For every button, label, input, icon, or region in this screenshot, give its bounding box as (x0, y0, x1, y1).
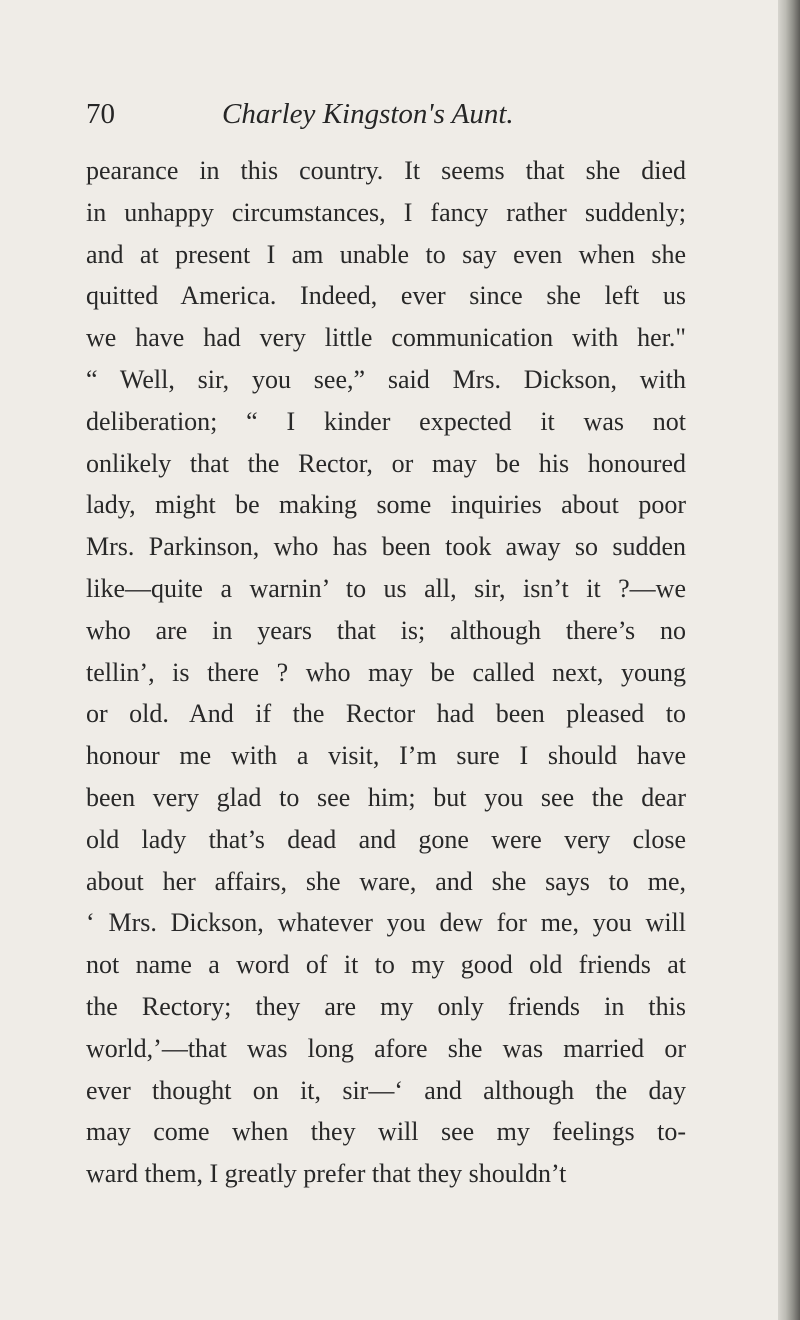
running-title: Charley Kingston's Aunt. (222, 98, 514, 130)
text-line: honour me with a visit, I’m sure I should have (86, 741, 686, 771)
text-line: onlikely that the Rector, or may be his honoured (86, 448, 686, 478)
page-number: 70 (86, 98, 115, 130)
text-line: lady, might be making some inquiries about poor (86, 490, 686, 520)
text-line: about her affairs, she ware, and she says to me, (86, 866, 686, 896)
text-line: “ Well, sir, you see,” said Mrs. Dickson, with (86, 364, 686, 394)
text-line: like—quite a warnin’ to us all, sir, isn’t it ?—we (86, 573, 686, 603)
body-text (86, 150, 686, 1195)
text-line: old lady that’s dead and gone were very close (86, 824, 686, 854)
text-line: tellin’, is there ? who may be called next, young (86, 657, 686, 687)
text-line: Mrs. Parkinson, who has been took away so sudden (86, 532, 686, 562)
text-line: quitted America. Indeed, ever since she left us (86, 281, 686, 311)
page-edge-shadow (778, 0, 800, 1320)
text-line: pearance in this country. It seems that she died (86, 156, 686, 185)
text-line: may come when they will see my feelings to- (86, 1117, 686, 1147)
running-head (86, 92, 676, 136)
text-line: world,’—that was long afore she was married or (86, 1033, 686, 1063)
text-line: the Rectory; they are my only friends in this (86, 991, 686, 1021)
text-line: been very glad to see him; but you see the dear (86, 782, 686, 812)
text-line: ever thought on it, sir—‘ and although the day (86, 1075, 686, 1105)
text-line: or old. And if the Rector had been pleased to (86, 699, 686, 729)
text-line: ‘ Mrs. Dickson, whatever you dew for me, you will (86, 908, 686, 938)
text-line: deliberation; “ I kinder expected it was not (86, 406, 686, 436)
text-line: not name a word of it to my good old friends at (86, 950, 686, 980)
text-line: ward them, I greatly prefer that they shouldn’t (86, 1159, 567, 1189)
text-line: in unhappy circumstances, I fancy rather suddenly; (86, 197, 686, 227)
text-line: we have had very little communication with her." (86, 323, 686, 353)
text-line: and at present I am unable to say even when she (86, 239, 686, 269)
text-line: who are in years that is; although there’s no (86, 615, 686, 645)
